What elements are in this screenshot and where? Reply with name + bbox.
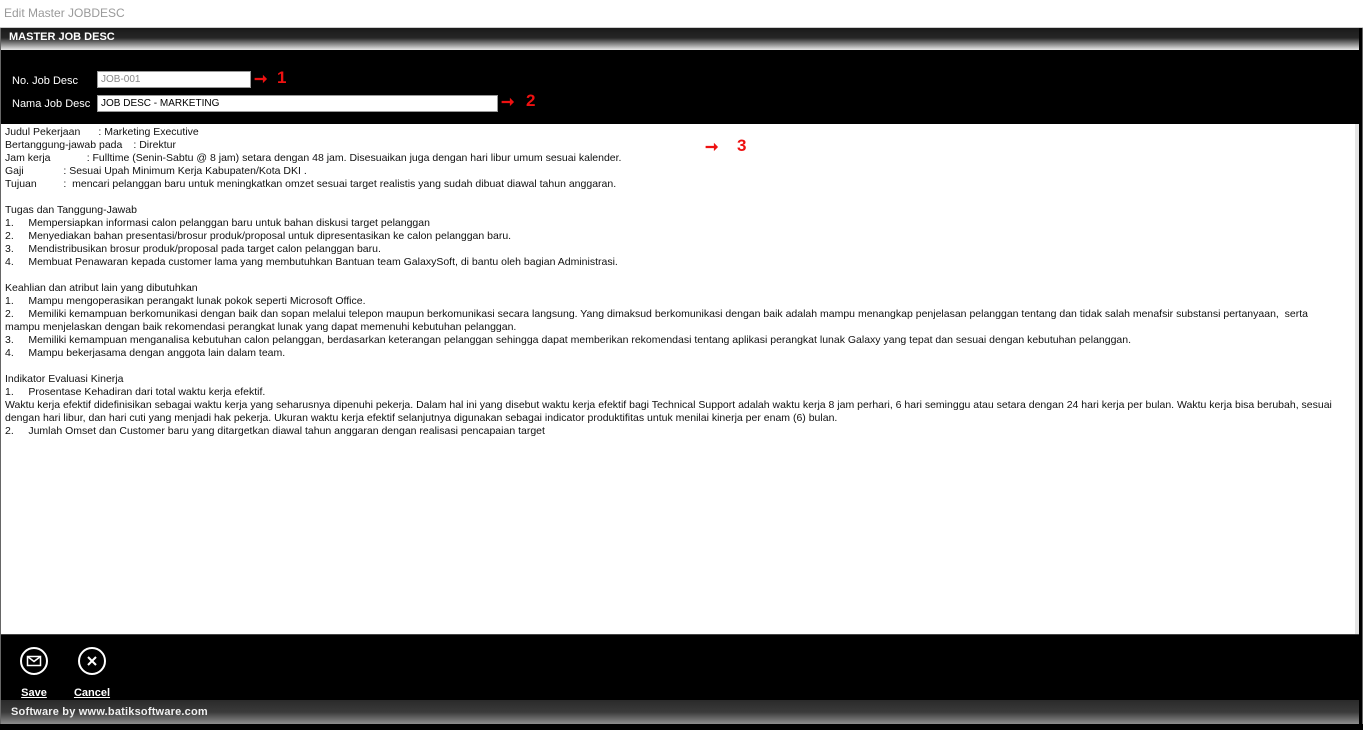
close-icon [78,647,106,675]
no-job-desc-label: No. Job Desc [12,75,79,87]
status-footer [1,700,1359,724]
content-line: mampu menjelaskan dengan baik rekomendasi perangkat lunak yang dapat memenuhi kebutuhan pelanggan. [5,321,517,333]
content-line: Tugas dan Tanggung-Jawab [5,204,137,216]
form-header-title: MASTER JOB DESC [9,31,115,43]
window-title: Edit Master JOBDESC [4,6,125,20]
save-button[interactable] [12,647,56,699]
annotation-arrow-3: ➞ [705,139,719,156]
content-line: Waktu kerja efektif didefinisikan sebagai waktu kerja yang seharusnya dipenuhi pekerja. Dalam hal ini yang disebut waktu kerja efektif bagi Technical Support adalah waktu kerja 8 jam perhari, 6 hari seminggu atau setara dengan 24 hari kerja per bulan. Waktu kerja bisa berubah, sesuai [5,399,1332,411]
no-job-desc-input[interactable] [97,71,251,88]
job-desc-form [1,50,1359,122]
nama-job-desc-input[interactable] [97,95,498,112]
cancel-label: Cancel [73,687,111,699]
content-line: dengan hari libur, dan hari cuti yang menjadi hak pekerja. Ukuran waktu kerja efektif selanjutnya digunakan sebagai indicator produktifitas untuk menilai kinerja per enam (6) bulan. [5,412,838,424]
content-line: 1. Mempersiapkan informasi calon pelanggan baru untuk bahan diskusi target pelanggan [5,217,430,229]
annotation-arrow-1: ➞ [254,71,268,88]
content-line: 1. Mampu mengoperasikan perangakt lunak pokok seperti Microsoft Office. [5,295,366,307]
content-line: Gaji : Sesuai Upah Minimum Kerja Kabupaten/Kota DKI . [5,165,307,177]
content-line: 4. Membuat Penawaran kepada customer lama yang membutuhkan Bantuan team GalaxySoft, di bantu oleh bagian Administrasi. [5,256,618,268]
content-line: Keahlian dan atribut lain yang dibutuhkan [5,282,198,294]
save-label: Save [21,687,47,699]
window-titlebar [0,0,1363,28]
content-line: 2. Jumlah Omset dan Customer baru yang ditargetkan diawal tahun anggaran dengan realisasi pencapaian target [5,425,545,437]
job-desc-editor[interactable] [1,123,1359,634]
form-header [1,28,1359,50]
content-line: Indikator Evaluasi Kinerja [5,373,124,385]
content-line: Judul Pekerjaan : Marketing Executive [5,126,199,138]
content-line: 2. Menyediakan bahan presentasi/brosur produk/proposal untuk dipresentasikan ke calon pelanggan baru. [5,230,512,242]
content-line: Jam kerja : Fulltime (Senin-Sabtu @ 8 jam) setara dengan 48 jam. Disesuaikan juga dengan hari libur umum sesuai kalender. [5,152,622,164]
content-line [5,191,1359,204]
annotation-1: 1 [277,68,287,87]
annotation-arrow-2: ➞ [501,94,515,111]
annotation-2: 2 [526,91,536,110]
action-toolbar [1,634,1359,700]
content-line: 3. Memiliki kemampuan menganalisa kebutuhan calon pelanggan, berdasarkan keterangan pelanggan sehingga dapat memberikan rekomendasi tentang aplikasi perangkat lunak Galaxy yang tepat dan sesuai dengan kebutuhan pelanggan. [5,334,1132,346]
window-bottom-edge [0,724,1363,730]
content-line [5,360,1359,373]
content-line: Tujuan : mencari pelanggan baru untuk meningkatkan omzet sesuai target realistis yang sudah dibuat diawal tahun anggaran. [5,178,617,190]
content-line: 2. Memiliki kemampuan berkomunikasi dengan baik dan sopan melalui telepon maupun berkomunikasi secara langsung. Yang dimaksud berkomunikasi dengan baik adalah mampu menangkap penjelasan pelanggan tentang dan tidak salah menafsir substansi pertanyaan, serta [5,308,1309,320]
nama-job-desc-label: Nama Job Desc [12,98,91,110]
content-line: Bertanggung-jawab pada : Direktur [5,139,176,151]
annotation-3: 3 [737,136,747,155]
cancel-button[interactable] [70,647,114,699]
content-line [5,269,1359,282]
content-line: 4. Mampu bekerjasama dengan anggota lain dalam team. [5,347,286,359]
envelope-icon [20,647,48,675]
content-line: 3. Mendistribusikan brosur produk/proposal pada target calon pelanggan baru. [5,243,381,255]
footer-credit: Software by www.batiksoftware.com [11,706,208,718]
job-desc-content[interactable] [1,124,1359,438]
editor-scrollbar[interactable] [1355,124,1359,634]
content-line: 1. Prosentase Kehadiran dari total waktu kerja efektif. [5,386,266,398]
